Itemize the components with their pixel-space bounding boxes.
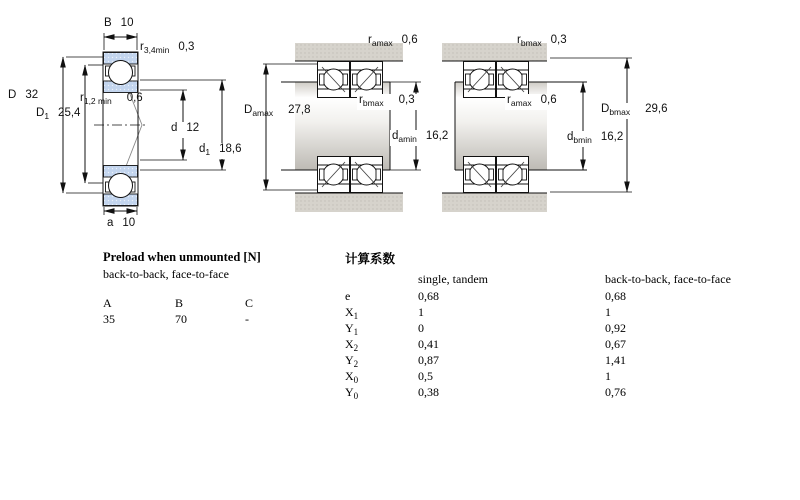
dim-label-d1: $d_1$ 18,6 — [199, 143, 242, 157]
dim-label-Damax: $D_{amax}$ 27,8 — [244, 104, 311, 118]
calculation-factors-table — [345, 249, 731, 401]
dim-label-Dbmax: $D_{bmax}$ 29,6 — [601, 103, 668, 117]
factors-row-x1: $X_1$ 1 1 — [345, 305, 611, 321]
dim-label-r34min: $r_{3,4min}$ 0,3 — [140, 41, 195, 55]
preload-value-row — [103, 312, 305, 328]
arrangement-back-to-back — [263, 43, 421, 212]
factors-row-e: e 0,68 0,68 — [345, 289, 626, 303]
factors-col1-header: single, tandem — [418, 272, 488, 286]
dim-label-ramax-middle: $r_{amax}$ 0,6 — [368, 34, 418, 48]
preload-value-C: - — [245, 312, 249, 326]
preload-title: Preload when unmounted [N] — [103, 250, 261, 264]
dim-label-width-B: B 10 — [104, 17, 134, 29]
dim-label-damin: $d_{amin}$ 16,2 — [392, 130, 449, 144]
factors-row-x2: $X_2$ 0,41 0,67 — [345, 337, 626, 353]
dim-label-rbmax-right: $r_{bmax}$ 0,3 — [517, 34, 567, 48]
dim-label-pressure-centre-a: a 10 — [107, 217, 136, 229]
dim-label-dbmin: $d_{bmin}$ 16,2 — [567, 131, 624, 145]
preload-col-A: A — [103, 296, 112, 310]
preload-header-row — [103, 296, 305, 312]
preload-col-B: B — [175, 296, 184, 310]
dim-label-r12min: $r_{1,2 min}$ 0,6 — [80, 92, 143, 106]
preload-table — [103, 250, 305, 328]
dim-label-rbmax-middle: $r_{bmax}$ 0,3 — [359, 94, 415, 108]
factors-col2-header: back-to-back, face-to-face — [605, 272, 731, 286]
left-bearing-cross-section — [63, 33, 226, 215]
factors-row-y0: $Y_0$ 0,38 0,76 — [345, 385, 626, 401]
dim-label-bore-diameter-d: d 12 — [169, 122, 201, 138]
preload-subtitle: back-to-back, face-to-face — [103, 267, 229, 281]
factors-header-row — [345, 272, 731, 289]
dim-label-ramax-right: $r_{amax}$ 0,6 — [507, 94, 557, 108]
factors-row-y1: $Y_1$ 0 0,92 — [345, 321, 626, 337]
preload-value-B: 70 — [175, 312, 187, 326]
factors-row-y2: $Y_2$ 0,87 1,41 — [345, 353, 626, 369]
factors-title: 计算系数 — [345, 251, 396, 266]
preload-col-C: C — [245, 296, 254, 310]
dim-label-outer-diameter-D: D 32 — [8, 89, 39, 101]
factors-row-x0: $X_0$ 0,5 1 — [345, 369, 611, 385]
arrangement-face-to-face — [442, 43, 632, 212]
dim-label-D1: $D_1$ 25,4 — [36, 107, 81, 121]
preload-value-A: 35 — [103, 312, 115, 326]
